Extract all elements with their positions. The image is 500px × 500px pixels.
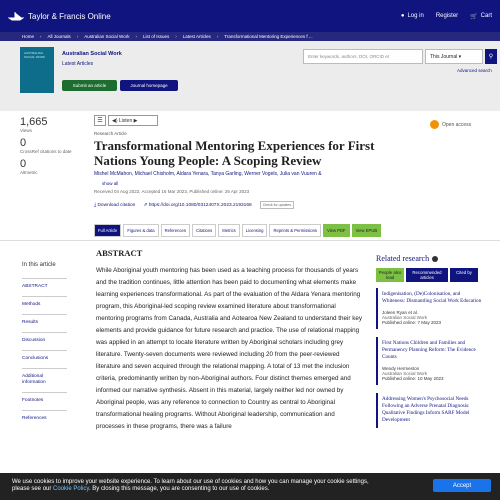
download-citation-link[interactable] xyxy=(94,202,135,208)
article-type: Research Article xyxy=(94,131,127,136)
chevron-down-icon: ▾ xyxy=(458,54,462,60)
sidenav-item-conclusions[interactable]: Conclusions xyxy=(22,350,67,368)
info-icon[interactable] xyxy=(432,256,438,262)
sidenav-item-additional-information[interactable]: Additional information xyxy=(22,368,67,392)
search-icon: ⚲ xyxy=(488,54,494,60)
download-citation-label: Download citation xyxy=(97,203,136,208)
abstract-heading: ABSTRACT xyxy=(96,248,143,258)
sidenav-item-abstract[interactable]: ABSTRACT xyxy=(22,278,67,296)
ship-logo-icon xyxy=(8,11,24,21)
accept-cookies-button[interactable]: Accept xyxy=(433,479,491,492)
cart-label: Cart xyxy=(480,13,492,19)
play-icon: ▶ xyxy=(133,117,138,124)
cookie-banner xyxy=(0,473,500,500)
related-article-journal: Australian Social Work xyxy=(382,371,428,376)
chevron-right-icon: › xyxy=(76,34,79,39)
search-input[interactable]: Enter keywords, authors, DOI, ORCID et xyxy=(303,49,423,64)
journal-header xyxy=(0,41,500,111)
open-access-icon xyxy=(430,120,439,129)
brand-name: Taylor & Francis Online xyxy=(28,11,111,21)
download-icon: ⤓ xyxy=(94,203,97,208)
search-scope-value: This Journal xyxy=(430,54,458,60)
tab-recommended-articles[interactable]: Recommended articles xyxy=(406,268,448,282)
related-article-title[interactable]: First Nations Children and Families and Permanency Planning Reform: The Evidence Counts xyxy=(382,340,476,360)
divider xyxy=(0,240,500,241)
tab-cited-by[interactable]: Cited by xyxy=(450,268,478,282)
altmetric-label: Altmetric xyxy=(20,170,38,175)
article-links xyxy=(94,201,294,209)
related-article-title[interactable]: Addressing Women's Psychosocial Needs Following an Adverse Prenatal Diagnosis: Qualitative Findings Inform SARF Model Development xyxy=(382,396,470,423)
tab-full-article[interactable]: Full Article xyxy=(94,224,121,237)
related-article-published: Published online: 7 May 2023 xyxy=(382,320,442,325)
open-access-label: Open access xyxy=(442,121,472,128)
register-link[interactable]: Register xyxy=(435,13,459,19)
related-article-author: Wendy Hermeston xyxy=(382,366,420,371)
journal-title[interactable]: Australian Social Work xyxy=(62,51,122,57)
chevron-right-icon: › xyxy=(216,34,219,39)
views-label: Views xyxy=(20,128,32,133)
top-navigation-bar xyxy=(0,0,500,32)
sidenav-item-footnotes[interactable]: Footnotes xyxy=(22,392,67,410)
journal-homepage-button[interactable]: Journal homepage xyxy=(120,80,178,91)
tab-citations[interactable]: Citations xyxy=(192,224,216,237)
cover-text: AUSTRALIAN SOCIAL WORK xyxy=(24,51,46,59)
listen-button[interactable] xyxy=(108,115,158,126)
user-icon: ● xyxy=(400,13,405,19)
list-icon[interactable]: ☰ xyxy=(94,115,106,126)
article-title: Transformational Mentoring Experiences for First Nations Young People: A Scoping Review xyxy=(94,138,375,168)
altmetric-count: 0 xyxy=(20,158,27,170)
related-article-card xyxy=(376,288,484,329)
tab-figures[interactable]: Figures & data xyxy=(123,224,158,237)
related-research-title xyxy=(376,254,484,263)
sidenav-title: In this article xyxy=(22,262,56,268)
login-link[interactable] xyxy=(401,13,424,19)
related-article-author: Joleen Ryan et al. xyxy=(382,310,419,315)
open-access-badge xyxy=(430,120,471,129)
sidenav-item-results[interactable]: Results xyxy=(22,314,67,332)
abstract-text: While Aboriginal youth mentoring has been used as a teaching process for thousands of years and the tradition continues, little attention has been paid to documenting what elements make learning experiences transformational. As part of the evaluation of the Aldara Yenara mentoring program, this Aboriginal-led scoping review examined literature about transformational mentoring programs from Canada, Australia and Aotearoa New Zealand to understand their key elements and provide guidance for future research and practice. The use of relational mapping was applied in an attempt to locate literature written by Aboriginal scholars including grey literature. Twenty-seven documents were reviewed including 20 from the peer-reviewed literature and seven acquired through the relational mapping. A total of 13 met the inclusion criteria, predominantly written by non-Aboriginal authors. Four distinct themes emerged and informed our narrative synthesis. Absent in this material, largely neither led nor owned by Aboriginal people, was any reference to connection to Country as central to Aboriginal transformational healing programs. Without Aboriginal leadership, communication and processes in these programs, there was a failure xyxy=(96,267,363,430)
tab-metrics[interactable]: Metrics xyxy=(218,224,240,237)
in-this-article-nav xyxy=(22,262,67,428)
breadcrumb-all-journals[interactable]: All Journals xyxy=(47,34,71,39)
search-button[interactable] xyxy=(485,49,497,64)
submit-article-button[interactable]: Submit an article xyxy=(62,80,117,91)
abstract-section xyxy=(96,248,364,433)
related-article-journal: Australian Social Work xyxy=(382,315,428,320)
tab-references[interactable]: References xyxy=(161,224,190,237)
breadcrumb-current: Transformational Mentoring Experiences f ... xyxy=(224,34,313,39)
related-research-panel xyxy=(376,254,484,428)
breadcrumb xyxy=(0,32,500,41)
related-tabs xyxy=(376,268,484,282)
view-epub-button[interactable]: View EPUB xyxy=(352,224,382,237)
article-dates: Received 04 Aug 2022, Accepted 16 Mar 2023, Published online: 26 Apr 2023 xyxy=(94,189,250,194)
views-count: 1,665 xyxy=(20,116,48,128)
search-scope-select[interactable] xyxy=(425,49,483,64)
crossref-count: 0 xyxy=(20,137,27,149)
cookie-policy-link[interactable]: Cookie Policy xyxy=(53,486,89,492)
advanced-search-link[interactable]: Advanced search xyxy=(457,68,492,73)
brand-logo[interactable] xyxy=(8,11,111,21)
sidenav-item-methods[interactable]: Methods xyxy=(22,296,67,314)
breadcrumb-issues[interactable]: List of Issues xyxy=(142,34,170,39)
show-all-authors-link[interactable]: show all xyxy=(102,181,119,186)
tab-people-also-read[interactable]: People also read xyxy=(376,268,404,282)
journal-cover[interactable] xyxy=(20,47,54,93)
article-tabs xyxy=(94,224,381,237)
cookie-text-suffix: . By closing this message, you are consenting to our use of cookies. xyxy=(88,486,270,492)
doi-link[interactable] xyxy=(143,203,251,208)
listen-label: Listen xyxy=(118,117,133,124)
sidenav-item-discussion[interactable]: Discussion xyxy=(22,332,67,350)
journal-subtitle[interactable]: Latest Articles xyxy=(62,61,94,67)
related-article-title[interactable]: Indigenisation, (De)Colonisation, and Whiteness: Dismantling Social Work Education xyxy=(382,291,482,304)
view-pdf-button[interactable]: View PDF xyxy=(323,224,350,237)
cart-icon: 🛒 xyxy=(470,13,478,20)
breadcrumb-latest[interactable]: Latest Articles xyxy=(182,34,211,39)
breadcrumb-journal[interactable]: Australian Social Work xyxy=(84,34,130,39)
link-icon: ⇗ xyxy=(143,202,148,208)
chevron-right-icon: › xyxy=(40,34,42,39)
author-list[interactable]: Mishel McMahon, Michael Chisholm, Aldara Yenara, Tanya Garling, Werner Vogels, Julia van Vuuren & xyxy=(94,171,322,177)
login-label: Log in xyxy=(407,13,424,19)
speaker-icon: ◀) xyxy=(112,117,118,124)
breadcrumb-home[interactable]: Home xyxy=(22,34,35,39)
related-article-published: Published online: 10 May 2023 xyxy=(382,376,444,381)
check-for-updates-badge[interactable]: Check for updates xyxy=(260,201,294,209)
chevron-right-icon: › xyxy=(175,34,177,39)
doi-label: https://doi.org/10.1080/0312407X.2023.2193168 xyxy=(148,202,252,208)
cookie-text-line1: We use cookies to improve your website experience. To learn about our use of cookies and how you can manage your cookie settings, xyxy=(12,479,369,485)
tab-reprints[interactable]: Reprints & Permissions xyxy=(269,224,321,237)
related-article-card xyxy=(376,393,484,428)
crossref-label: CrossRef citations to date xyxy=(20,149,72,154)
chevron-right-icon: › xyxy=(135,34,137,39)
article-toolbar xyxy=(94,115,158,126)
cookie-text-prefix: please see our xyxy=(12,486,52,492)
cart-link[interactable] xyxy=(470,13,492,20)
tab-licensing[interactable]: Licensing xyxy=(242,224,268,237)
cookie-text-line2 xyxy=(12,486,488,493)
sidenav-item-references[interactable]: References xyxy=(22,410,67,428)
article-metrics xyxy=(20,116,80,179)
related-title-label: Related research xyxy=(376,254,430,263)
related-article-card xyxy=(376,337,484,385)
